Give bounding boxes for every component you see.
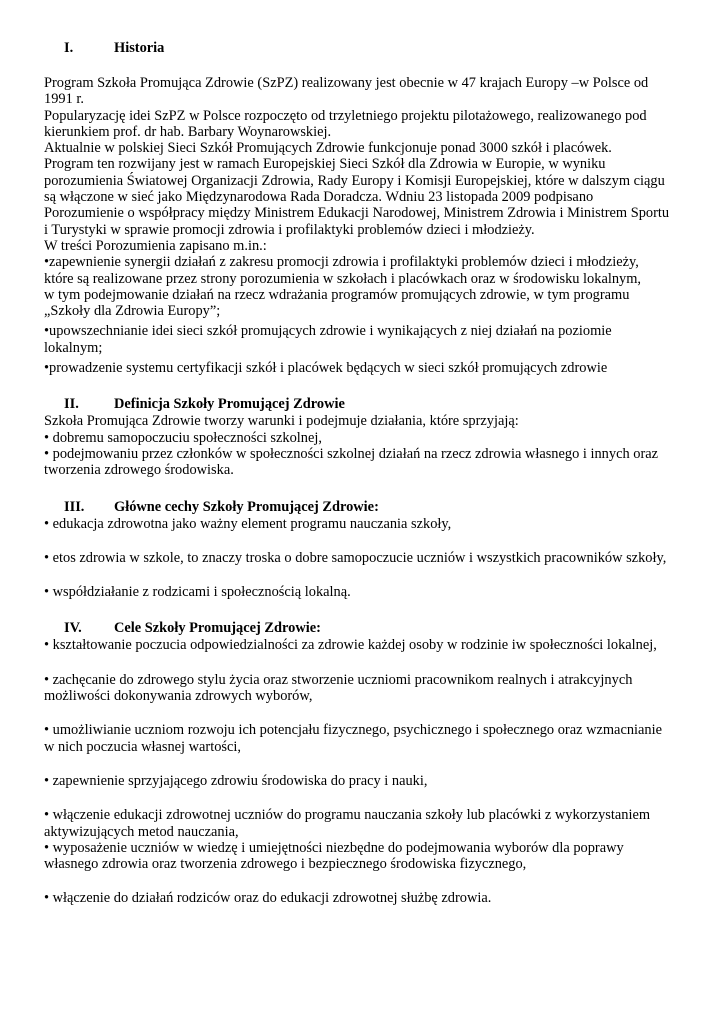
paragraph-line: W treści Porozumienia zapisano m.in.: [44, 237, 267, 254]
section-number: I. [64, 40, 74, 56]
paragraph-line: Program Szkoła Promująca Zdrowie (SzPZ) realizowany jest obecnie w 47 krajach Europy –w Polsce od [44, 75, 649, 91]
section-heading-cele [44, 620, 692, 637]
bullet-line: w tym podejmowanie działań na rzecz wdrażania programów promujących zdrowie, w tym programu [44, 286, 630, 303]
paragraph-line: 1991 r. [44, 91, 84, 108]
bullet-line: •prowadzenie systemu certyfikacji szkół i placówek będących w sieci szkół promujących zdrowie [44, 360, 608, 377]
section-number: III. [64, 498, 85, 515]
bullet-line: • dobremu samopoczuciu społeczności szkolnej, [44, 429, 322, 446]
paragraph-line: Porozumienie o współpracy między Ministrem Edukacji Narodowej, Ministrem Zdrowia i Ministrem Sportu [44, 205, 670, 222]
paragraph-line: porozumienia Światowej Organizacji Zdrowia, Rady Europy i Komisji Europejskiej, które w dalszym ciągu [44, 172, 665, 189]
bullet-line: • etos zdrowia w szkole, to znaczy troska o dobre samopoczucie uczniów i wszystkich pracowników szkoły, [44, 549, 667, 566]
section-title: Historia [114, 40, 165, 56]
paragraph-line: Popularyzację idei SzPZ w Polsce rozpoczęto od trzyletniego projektu pilotażowego, realizowanego pod [44, 107, 647, 124]
paragraph-line: Szkoła Promująca Zdrowie tworzy warunki i podejmuje działania, które sprzyjają: [44, 413, 519, 430]
bullet-line: • współdziałanie z rodzicami i społecznością lokalną. [44, 584, 351, 601]
bullet-line: aktywizujących metod nauczania, [44, 823, 239, 840]
bullet-line: • umożliwianie uczniom rozwoju ich potencjału fizycznego, psychicznego i społecznego oraz wzmacnianie [44, 722, 662, 739]
paragraph-line: i Turystyki w sprawie promocji zdrowia i profilaktyki problemów dzieci i młodzieży. [44, 221, 535, 238]
bullet-line: „Szkoły dla Zdrowia Europy”; [44, 303, 221, 320]
bullet-line: •upowszechnianie idei sieci szkół promujących zdrowie i wynikających z niej działań na poziomie [44, 323, 612, 340]
section-body-cele [44, 637, 692, 906]
document-page [44, 40, 692, 907]
section-title: Główne cechy Szkoły Promującej Zdrowie: [114, 498, 379, 515]
bullet-line: • kształtowanie poczucia odpowiedzialności za zdrowie każdej osoby w rodzinie iw społeczności lokalnej, [44, 637, 657, 654]
bullet-line: • włączenie do działań rodziców oraz do edukacji zdrowotnej służbę zdrowia. [44, 890, 492, 907]
section-heading-historia [44, 40, 692, 57]
bullet-line: w nich poczucia własnej wartości, [44, 738, 241, 755]
paragraph-line: Aktualnie w polskiej Sieci Szkół Promujących Zdrowie funkcjonuje ponad 3000 szkół i placówek. [44, 140, 612, 157]
section-heading-definicja [44, 396, 692, 413]
bullet-line: • zapewnienie sprzyjającego zdrowiu środowiska do pracy i nauki, [44, 772, 428, 789]
section-title: Cele Szkoły Promującej Zdrowie: [114, 620, 321, 637]
section-title: Definicja Szkoły Promującej Zdrowie [114, 396, 345, 413]
paragraph-line: Program ten rozwijany jest w ramach Europejskiej Sieci Szkół dla Zdrowia w Europie, w wyniku [44, 156, 606, 173]
bullet-line: • edukacja zdrowotna jako ważny element programu nauczania szkoły, [44, 515, 452, 532]
section-number: II. [64, 396, 79, 413]
bullet-line: własnego zdrowia oraz tworzenia zdrowego i bezpiecznego środowiska fizycznego, [44, 856, 527, 873]
section-body-historia [44, 75, 692, 376]
bullet-line: • podejmowaniu przez członków w społeczności szkolnej działań na rzecz zdrowia własnego i innych oraz [44, 445, 659, 462]
section-body-cechy [44, 516, 692, 601]
section-number: IV. [64, 620, 82, 637]
bullet-line: • zachęcanie do zdrowego stylu życia oraz stworzenie uczniomi pracownikom realnych i atrakcyjnych [44, 671, 633, 688]
section-heading-cechy [44, 499, 692, 516]
bullet-line: • włączenie edukacji zdrowotnej uczniów do programu nauczania szkoły lub placówki z wykorzystaniem [44, 807, 651, 824]
bullet-line: lokalnym; [44, 339, 103, 356]
paragraph-line: kierunkiem prof. dr hab. Barbary Woynarowskiej. [44, 123, 332, 140]
bullet-line: • wyposażenie uczniów w wiedzę i umiejętności niezbędne do podejmowania wyborów dla poprawy [44, 839, 624, 856]
bullet-line: możliwości dokonywania zdrowych wyborów, [44, 688, 313, 705]
section-body-definicja [44, 413, 692, 478]
bullet-line: które są realizowane przez strony porozumienia w szkołach i placówkach oraz w środowisku lokalnym, [44, 270, 642, 287]
bullet-line: tworzenia zdrowego środowiska. [44, 462, 234, 479]
paragraph-line: są włączone w sieć jako Międzynarodowa Rada Doradcza. Wdniu 23 listopada 2009 podpisano [44, 189, 594, 206]
bullet-line: •zapewnienie synergii działań z zakresu promocji zdrowia i profilaktyki problemów dzieci i młodzieży, [44, 254, 639, 271]
